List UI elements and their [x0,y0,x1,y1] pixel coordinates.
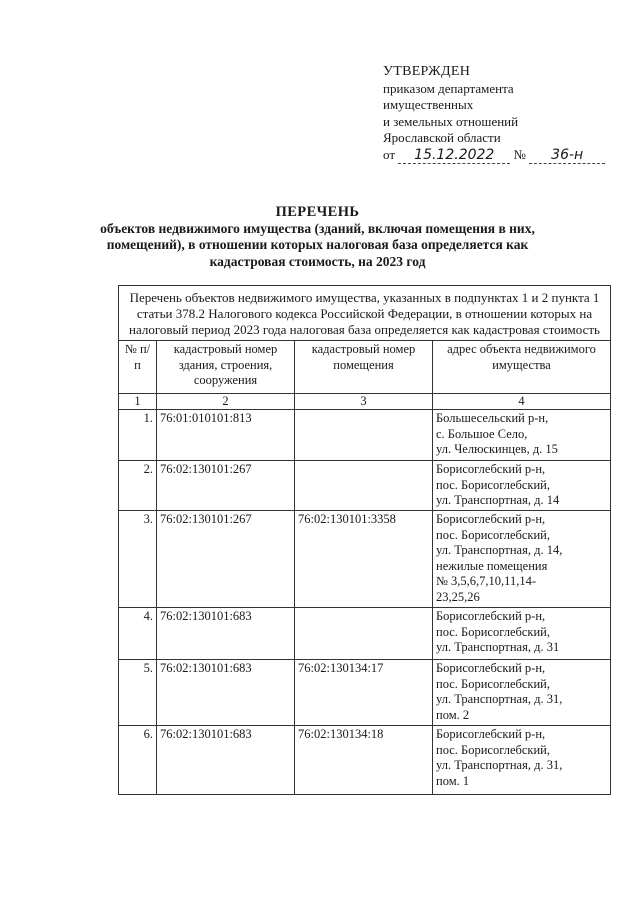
address-cell [433,461,611,511]
header-building-cadastral: кадастровый номер здания, строения, сооружения [157,341,295,394]
row-number: 3. [119,511,157,608]
address-line: нежилые помещения [436,558,548,573]
address-cell [433,660,611,726]
address-cell [433,608,611,660]
address-line: пос. Борисоглебский, [436,477,550,492]
address-line: пом. 1 [436,773,470,788]
row-number: 6. [119,726,157,795]
approval-date: 15.12.2022 [398,147,510,165]
property-table [118,285,611,795]
address-line: № 3,5,6,7,10,11,14- [436,574,536,588]
address-line: ул. Транспортная, д. 31, [436,692,563,706]
approval-date-number [383,147,623,165]
premise-cadastral-number [295,608,433,660]
building-cadastral-number: 76:02:130101:267 [157,511,295,608]
premise-cadastral-number [295,461,433,511]
address-line: с. Большое Село, [436,426,528,441]
row-number: 1. [119,410,157,461]
table-row [119,461,611,511]
approval-line: приказом департамента [383,80,514,96]
building-cadastral-number: 76:02:130101:683 [157,660,295,726]
column-number-row [119,394,611,410]
address-line: Борисоглебский р-н, [436,462,546,476]
building-cadastral-number: 76:02:130101:683 [157,726,295,795]
address-cell [433,726,611,795]
building-cadastral-number: 76:02:130101:267 [157,461,295,511]
number-prefix: № [513,146,526,162]
address-cell [433,511,611,608]
address-line: пос. Борисоглебский, [436,676,550,691]
address-line: ул. Транспортная, д. 14 [436,493,560,507]
address-line: Большесельский р-н, [436,411,549,425]
document-subtitle: объектов недвижимого имущества (зданий, включая помещения в них, помещений), в отношении которых налоговая база определяется как кадастровая стоимость, на 2023 год [100,220,535,269]
premise-cadastral-number: 76:02:130134:18 [295,726,433,795]
column-number: 4 [433,394,611,410]
table-row [119,608,611,660]
premise-cadastral-number [295,410,433,461]
approval-line: имущественных [383,97,474,112]
address-line: ул. Челюскинцев, д. 15 [436,442,558,456]
header-number: № п/п [119,341,157,394]
table-row [119,410,611,461]
approval-line: Ярославской области [383,130,501,145]
premise-cadastral-number: 76:02:130134:17 [295,660,433,726]
building-cadastral-number: 76:01:010101:813 [157,410,295,461]
table-caption-row [119,286,611,341]
address-line: пос. Борисоглебский, [436,742,550,757]
column-number: 2 [157,394,295,410]
table-row [119,511,611,608]
address-line: пом. 2 [436,707,470,722]
address-line: Борисоглебский р-н, [436,512,546,526]
date-prefix: от [383,146,396,162]
column-number: 3 [295,394,433,410]
row-number: 2. [119,461,157,511]
document-title: ПЕРЕЧЕНЬ [275,204,360,220]
address-line: Борисоглебский р-н, [436,727,546,741]
approval-stamp [383,64,623,164]
address-line: ул. Транспортная, д. 14, [436,543,563,557]
table-row [119,726,611,795]
address-line: ул. Транспортная, д. 31, [436,758,563,772]
column-number: 1 [119,394,157,410]
document-heading [90,204,545,270]
premise-cadastral-number: 76:02:130101:3358 [295,511,433,608]
address-line: пос. Борисоглебский, [436,527,550,542]
row-number: 5. [119,660,157,726]
approval-number: 36-н [529,147,605,165]
address-cell [433,410,611,461]
row-number: 4. [119,608,157,660]
address-line: 23,25,26 [436,589,480,604]
address-line: Борисоглебский р-н, [436,609,546,623]
address-line: пос. Борисоглебский, [436,624,550,639]
table-header-row [119,341,611,394]
table-caption: Перечень объектов недвижимого имущества, указанных в подпунктах 1 и 2 пункта 1 статьи 378.2 Налогового кодекса Российской Федерации, в отношении которых на налоговый период 2023 года налоговая база определяется как кадастровая стоимость [119,286,611,341]
building-cadastral-number: 76:02:130101:683 [157,608,295,660]
approval-line: и земельных отношений [383,113,519,129]
header-address: адрес объекта недвижимого имущества [433,341,611,394]
approval-title: УТВЕРЖДЕН [383,64,471,79]
address-line: Борисоглебский р-н, [436,661,546,675]
table-row [119,660,611,726]
header-premise-cadastral: кадастровый номер помещения [295,341,433,394]
address-line: ул. Транспортная, д. 31 [436,640,560,654]
